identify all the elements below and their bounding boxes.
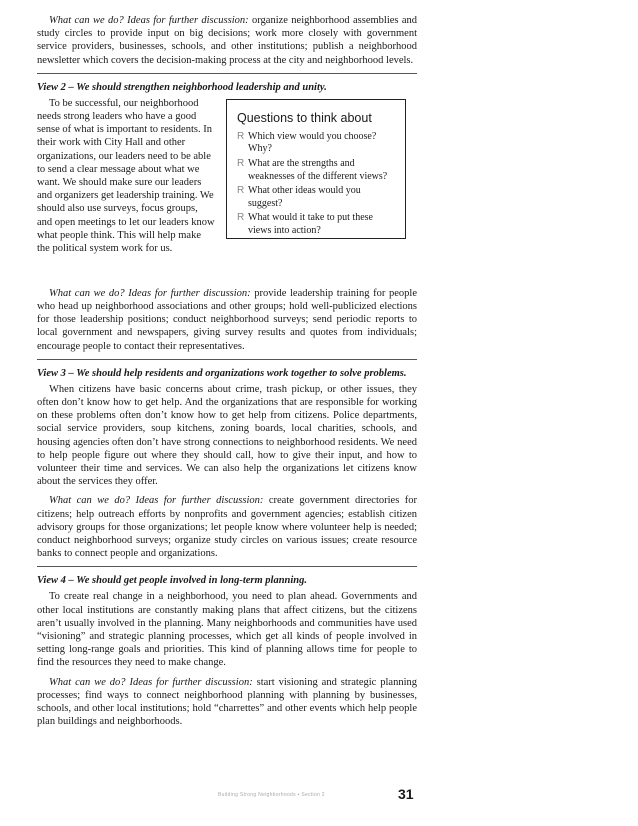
view-2-heading: View 2 – We should strengthen neighborhood leadership and unity. bbox=[37, 81, 327, 93]
question-text: What would it take to put these views into action? bbox=[248, 212, 373, 236]
view-3-heading: View 3 – We should help residents and organizations work together to solve problems. bbox=[37, 367, 407, 379]
question-bullet-icon: R bbox=[237, 185, 245, 197]
section-divider bbox=[37, 359, 417, 360]
page-content bbox=[37, 14, 417, 729]
view-2-body-column bbox=[37, 97, 215, 255]
intro-ideas-lead: What can we do? Ideas for further discussion: bbox=[49, 15, 249, 26]
question-item bbox=[237, 185, 395, 210]
questions-title: Questions to think about bbox=[237, 110, 372, 125]
section-divider bbox=[37, 566, 417, 567]
question-text: What other ideas would you suggest? bbox=[248, 185, 361, 209]
question-item bbox=[237, 158, 395, 183]
view-2-ideas-lead: What can we do? Ideas for further discussion: bbox=[49, 287, 251, 299]
view-4-body: To create real change in a neighborhood, you need to plan ahead. Governments and other local institutions are constantly making plans that affect citizens, but the citizens aren’t usually involved in the planning. Many neighborhoods and communities have used “visioning” and strategic planning processes, which get all kinds of people involved in setting long-range goals and priorities. This kind of planning allows time for people to find the resources they need to make change. bbox=[37, 591, 417, 669]
view-4-ideas-lead: What can we do? Ideas for further discussion: bbox=[49, 676, 253, 688]
view-2-columns bbox=[37, 97, 417, 287]
view-2-body: To be successful, our neighborhood needs strong leaders who have a good sense of what is important to residents. In their work with City Hall and other organizations, our leaders need to be able to send a clear message about what we want. We should make sure our leaders and organizers get leadership training. We should also use surveys, focus groups, and open meetings to let our leaders know what people think. This will help make the political system work for us. bbox=[37, 97, 215, 255]
question-item bbox=[237, 131, 395, 156]
running-title: Building Strong Neighborhoods • Section 2 bbox=[218, 792, 325, 798]
view-3-ideas-lead: What can we do? Ideas for further discussion: bbox=[49, 495, 264, 507]
view-4-ideas-text: start visioning and strategic planning processes; find ways to connect neighborhood planning with planning by businesses, schools, and other local institutions; hold “charrettes” and other events which help people plan buildings and neighborhoods. bbox=[37, 676, 417, 728]
question-item bbox=[237, 212, 395, 237]
question-bullet-icon: R bbox=[237, 212, 245, 224]
page-footer bbox=[218, 786, 418, 806]
section-divider bbox=[37, 73, 417, 74]
view-3-ideas-paragraph bbox=[37, 494, 417, 560]
intro-ideas-text: organize neighborhood assemblies and study circles to provide input on big decisions; work more closely with government service providers, businesses, schools, and other institutions; publish a neighborhood newsletter which covers the decision-making process at the city and neighborhood levels. bbox=[37, 15, 417, 66]
view-3-ideas-text: create government directories for citizens; help outreach efforts by nonprofits and government agencies; establish citizen advisory groups for those organizations; let people know where volunteer help is needed; conduct neighborhood surveys; organize study circles on various issues; create resource banks to connect people and organizations. bbox=[37, 495, 417, 560]
view-2-ideas-paragraph bbox=[37, 287, 417, 353]
question-bullet-icon: R bbox=[237, 158, 245, 169]
questions-sidebar bbox=[226, 99, 406, 239]
question-bullet-icon: R bbox=[237, 130, 245, 142]
intro-ideas-paragraph bbox=[37, 14, 417, 67]
view-4-ideas-paragraph bbox=[37, 676, 417, 729]
question-text: Which view would you choose? Why? bbox=[248, 130, 377, 155]
view-3-body: When citizens have basic concerns about crime, trash pickup, or other issues, they often don’t know how to get help. And the organizations that are responsible for working on these problems often don’t know how to get help from citizens. Police departments, social service providers, soup kitchens, zoning boards, local charities, schools, and housing agencies often don’t have strong connections to neighborhood residents. We need to help people figure out where they should call, how to give their input, and how to volunteer their time and services. We can also help the organizations let citizens know about the services they offer. bbox=[37, 383, 417, 488]
view-4-heading: View 4 – We should get people involved in long-term planning. bbox=[37, 575, 308, 587]
view-2-ideas-text: provide leadership training for people who head up neighborhood associations and other groups; hold well-publicized elections for those leadership positions; conduct neighborhood surveys; send periodic reports to local government and newspapers, giving survey results and quotes from individuals; encourage people to contact their representatives. bbox=[37, 287, 417, 352]
question-text: What are the strengths and weaknesses of the different views? bbox=[248, 158, 388, 182]
page-number: 31 bbox=[398, 786, 414, 802]
